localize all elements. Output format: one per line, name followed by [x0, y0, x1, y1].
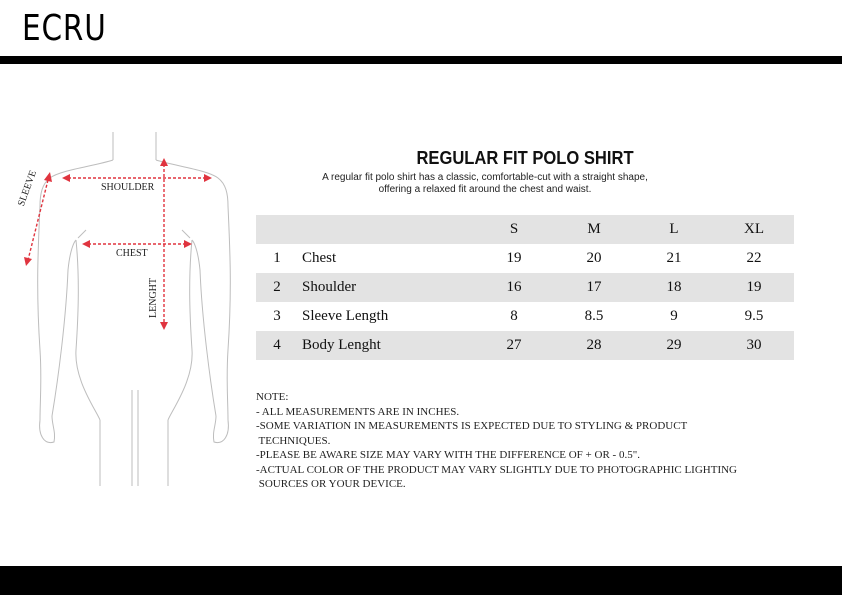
table-row: [256, 331, 794, 360]
note-line: SOURCES OR YOUR DEVICE.: [256, 478, 406, 490]
measurement-value: 17: [586, 279, 602, 295]
size-chart-table: [256, 215, 794, 360]
table-row: [256, 302, 794, 331]
brand-logo: ECRU: [22, 8, 107, 49]
measurement-value: 9: [670, 308, 678, 324]
row-index: 4: [273, 337, 281, 353]
measurement-value: 20: [586, 250, 602, 266]
measurement-value: 18: [666, 279, 682, 295]
measurement-value: 30: [746, 337, 762, 353]
row-index: 2: [273, 279, 281, 295]
note-line: TECHNIQUES.: [256, 434, 331, 447]
measurement-value: 28: [586, 337, 602, 353]
body-measurement-figure: [0, 120, 250, 500]
measurement-name: Body Lenght: [302, 337, 381, 353]
measurement-name: Sleeve Length: [302, 308, 389, 324]
product-description: [256, 172, 714, 196]
table-row: [256, 273, 794, 302]
header-size-m: M: [587, 221, 601, 237]
note-line: -PLEASE BE AWARE SIZE MAY VARY WITH THE DIFFERENCE OF + OR - 0.5".: [256, 449, 640, 461]
length-label: LENGHT: [148, 278, 159, 318]
footer-bar: [0, 566, 842, 595]
description-line: offering a relaxed fit around the chest and waist.: [378, 184, 592, 195]
note-line: NOTE:: [256, 391, 289, 403]
notes-section: [256, 390, 796, 492]
page-title: REGULAR FIT POLO SHIRT: [416, 148, 634, 168]
measurement-value: 27: [506, 337, 522, 353]
row-index: 1: [273, 250, 281, 266]
note-line: -SOME VARIATION IN MEASUREMENTS IS EXPECTED DUE TO STYLING & PRODUCT: [256, 420, 688, 432]
header-size-s: S: [509, 221, 519, 237]
measurement-value: 8: [510, 308, 518, 324]
measurement-value: 8.5: [584, 308, 604, 324]
header-size-l: L: [669, 221, 679, 237]
table-row: [256, 244, 794, 273]
table-header-row: [256, 215, 794, 244]
measurement-value: 29: [666, 337, 682, 353]
note-line: -ACTUAL COLOR OF THE PRODUCT MAY VARY SLIGHTLY DUE TO PHOTOGRAPHIC LIGHTING: [256, 463, 737, 476]
measurement-value: 19: [506, 250, 522, 266]
shoulder-label: SHOULDER: [101, 182, 155, 193]
note-line: - ALL MEASUREMENTS ARE IN INCHES.: [256, 405, 460, 418]
header-index-cell: [256, 215, 298, 244]
measurement-value: 9.5: [744, 308, 764, 324]
header-divider: [0, 56, 842, 64]
measurement-value: 21: [666, 250, 682, 266]
measurement-name: Chest: [302, 250, 337, 266]
measurement-name: Shoulder: [302, 279, 357, 295]
row-index: 3: [273, 308, 281, 324]
measurement-value: 22: [746, 250, 762, 266]
header-size-xl: XL: [744, 221, 764, 237]
description-line: A regular fit polo shirt has a classic, comfortable-cut with a straight shape,: [322, 172, 648, 183]
sleeve-label: SLEEVE: [16, 169, 40, 208]
header-name-cell: [298, 215, 474, 244]
chest-label: CHEST: [116, 248, 148, 259]
measurement-value: 19: [746, 279, 762, 295]
measurement-value: 16: [506, 279, 522, 295]
